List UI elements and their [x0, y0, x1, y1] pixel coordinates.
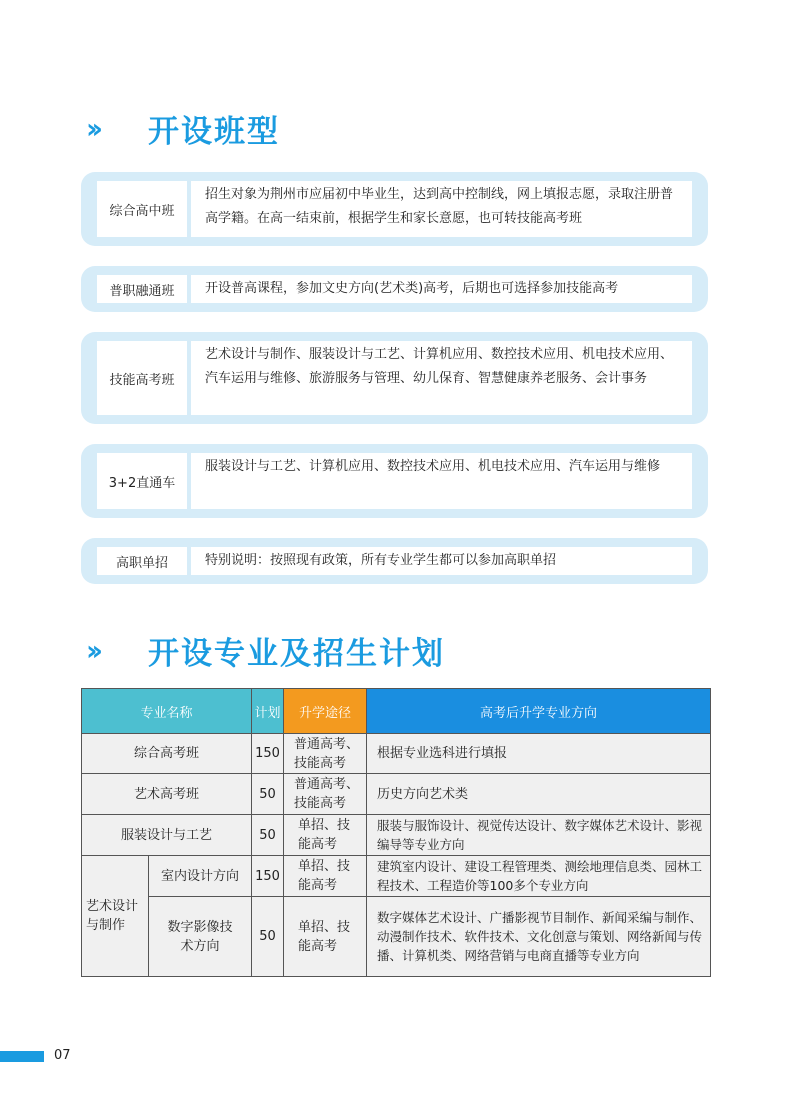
header-route: 升学途径	[284, 689, 367, 734]
major-subname: 室内设计方向	[149, 856, 252, 897]
section-heading-majors-plan	[86, 628, 445, 673]
direction: 历史方向艺术类	[367, 774, 711, 815]
class-description: 特别说明：按照现有政策，所有专业学生都可以参加高职单招	[191, 547, 692, 575]
route: 普通高考、技能高考	[284, 734, 367, 774]
enrollment-plan-table	[81, 688, 711, 977]
class-description: 招生对象为荆州市应届初中毕业生，达到高中控制线，网上填报志愿，录取注册普高学籍。在高一结束前，根据学生和家长意愿，也可转技能高考班	[191, 181, 692, 237]
class-label: 高职单招	[97, 547, 187, 575]
class-card-comprehensive	[81, 172, 708, 246]
major-name: 综合高考班	[82, 734, 252, 774]
header-direction: 高考后升学专业方向	[367, 689, 711, 734]
class-label: 综合高中班	[97, 181, 187, 237]
direction: 根据专业选科进行填报	[367, 734, 711, 774]
header-major-name: 专业名称	[82, 689, 252, 734]
class-description: 服装设计与工艺、计算机应用、数控技术应用、机电技术应用、汽车运用与维修	[191, 453, 692, 509]
plan-count: 50	[252, 815, 284, 856]
class-description: 艺术设计与制作、服装设计与工艺、计算机应用、数控技术应用、机电技术应用、汽车运用与维修、旅游服务与管理、幼儿保育、智慧健康养老服务、会计事务	[191, 341, 692, 415]
class-label: 3+2直通车	[97, 453, 187, 509]
section-title: 开设班型	[148, 114, 280, 150]
route: 单招、技能高考	[284, 815, 367, 856]
table-header-row	[82, 689, 711, 734]
class-description: 开设普高课程，参加文史方向(艺术类)高考，后期也可选择参加技能高考	[191, 275, 692, 303]
table-row	[82, 815, 711, 856]
plan-count: 150	[252, 856, 284, 897]
route: 普通高考、技能高考	[284, 774, 367, 815]
class-label: 普职融通班	[97, 275, 187, 303]
plan-count: 150	[252, 734, 284, 774]
chevron-right-icon: ››	[86, 112, 98, 145]
table-row	[82, 856, 711, 897]
page-number: 07	[54, 1048, 71, 1063]
chevron-right-icon: ››	[86, 634, 98, 667]
route: 单招、技能高考	[284, 856, 367, 897]
table-row	[82, 774, 711, 815]
table-row	[82, 897, 711, 977]
section-title: 开设专业及招生计划	[148, 636, 445, 672]
class-card-direct	[81, 444, 708, 518]
section-heading-class-types	[86, 106, 280, 151]
class-card-vocational	[81, 538, 708, 584]
major-name: 服装设计与工艺	[82, 815, 252, 856]
class-card-integration	[81, 266, 708, 312]
footer-accent-bar	[0, 1051, 44, 1062]
class-card-skills	[81, 332, 708, 424]
plan-count: 50	[252, 897, 284, 977]
major-subname: 数字影像技术方向	[149, 897, 252, 977]
class-label: 技能高考班	[97, 341, 187, 415]
plan-count: 50	[252, 774, 284, 815]
direction: 数字媒体艺术设计、广播影视节目制作、新闻采编与制作、动漫制作技术、软件技术、文化创意与策划、网络新闻与传播、计算机类、网络营销与电商直播等专业方向	[367, 897, 711, 977]
major-group-name: 艺术设计与制作	[82, 856, 149, 977]
route: 单招、技能高考	[284, 897, 367, 977]
table-row	[82, 734, 711, 774]
major-name: 艺术高考班	[82, 774, 252, 815]
header-plan-count: 计划	[252, 689, 284, 734]
direction: 建筑室内设计、建设工程管理类、测绘地理信息类、园林工程技术、工程造价等100多个专业方向	[367, 856, 711, 897]
direction: 服装与服饰设计、视觉传达设计、数字媒体艺术设计、影视编导等专业方向	[367, 815, 711, 856]
